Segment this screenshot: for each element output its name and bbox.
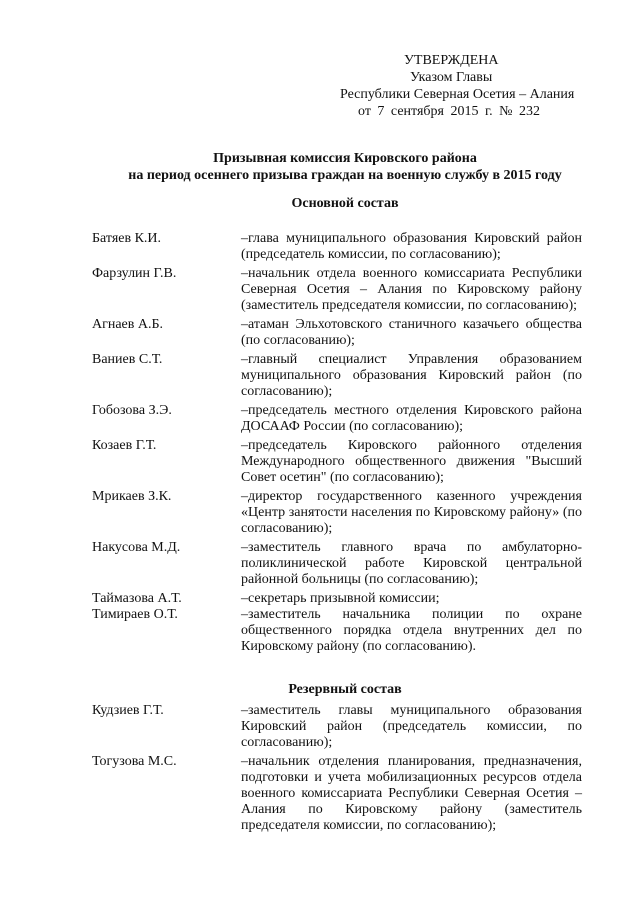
member-name: Ваниев С.Т. <box>92 352 163 367</box>
member-role: –начальник отдела военного комиссариата Республики Северная Осетия – Алания по Кировскому району (заместитель председателя комиссии, по согласованию); <box>241 266 582 313</box>
member-row <box>92 703 582 751</box>
member-row <box>92 754 582 834</box>
member-name: Кудзиев Г.Т. <box>92 703 164 718</box>
member-role: –председатель местного отделения Кировского района ДОСААФ России (по согласованию); <box>241 403 582 434</box>
approval-date: от 7 сентября 2015 г. № 232 <box>358 104 540 119</box>
member-name: Таймазова А.Т. <box>92 591 182 606</box>
member-row <box>92 540 582 588</box>
main-composition-heading: Основной состав <box>291 196 399 211</box>
member-role: –атаман Эльхотовского станичного казачьего общества (по согласованию); <box>241 317 582 348</box>
member-role: –заместитель главы муниципального образования Кировский район (председатель комиссии, по согласованию); <box>241 703 582 750</box>
member-role: –председатель Кировского районного отделения Международного общественного движения "Высший Совет осетин" (по согласованию); <box>241 438 582 485</box>
member-role: –заместитель главного врача по амбулаторно-поликлинической работе Кировской центральной районной больницы (по согласованию); <box>241 540 582 587</box>
member-row <box>92 352 582 400</box>
document-title-line-1: Призывная комиссия Кировского района <box>213 151 477 166</box>
member-row <box>92 266 582 314</box>
member-name: Тогузова М.С. <box>92 754 177 769</box>
member-name: Козаев Г.Т. <box>92 438 157 453</box>
document-title <box>90 150 600 184</box>
member-name: Фарзулин Г.В. <box>92 266 177 281</box>
member-role: –секретарь призывной комиссии; <box>241 591 440 606</box>
member-role: –глава муниципального образования Кировский район (председатель комиссии, по согласованию); <box>241 231 582 262</box>
member-row <box>92 607 582 655</box>
member-name: Мрикаев З.К. <box>92 489 172 504</box>
member-row <box>92 489 582 537</box>
member-row <box>92 403 582 435</box>
member-name: Батяев К.И. <box>92 231 162 246</box>
member-row <box>92 438 582 486</box>
member-name: Тимираев О.Т. <box>92 607 178 622</box>
member-role: –директор государственного казенного учреждения «Центр занятости населения по Кировскому району» (по согласованию); <box>241 489 582 536</box>
member-role: –начальник отделения планирования, предназначения, подготовки и учета мобилизационных ресурсов отдела военного комиссариата Республики Северная Осетия – Алания по Кировскому району (заместитель председателя комиссии, по согласованию); <box>241 754 582 833</box>
main-member-list <box>92 231 582 658</box>
approval-republic: Республики Северная Осетия – Алания <box>340 87 575 102</box>
approval-title: УТВЕРЖДЕНА <box>404 53 499 68</box>
reserve-composition-heading: Резервный состав <box>288 682 402 697</box>
member-name: Накусова М.Д. <box>92 540 181 555</box>
member-row <box>92 317 582 349</box>
document-title-line-2: на период осеннего призыва граждан на военную службу в 2015 году <box>128 168 562 183</box>
approval-decree: Указом Главы <box>410 70 493 85</box>
member-row <box>92 591 582 607</box>
reserve-member-list <box>92 703 582 837</box>
member-role: –заместитель начальника полиции по охране общественного порядка отдела внутренних дел по Кировскому району (по согласованию). <box>241 607 582 654</box>
member-name: Агнаев А.Б. <box>92 317 164 332</box>
member-name: Гобозова З.Э. <box>92 403 172 418</box>
member-role: –главный специалист Управления образованием муниципального образования Кировский район (по согласованию); <box>241 352 582 399</box>
member-row <box>92 231 582 263</box>
approval-stamp <box>340 52 580 120</box>
